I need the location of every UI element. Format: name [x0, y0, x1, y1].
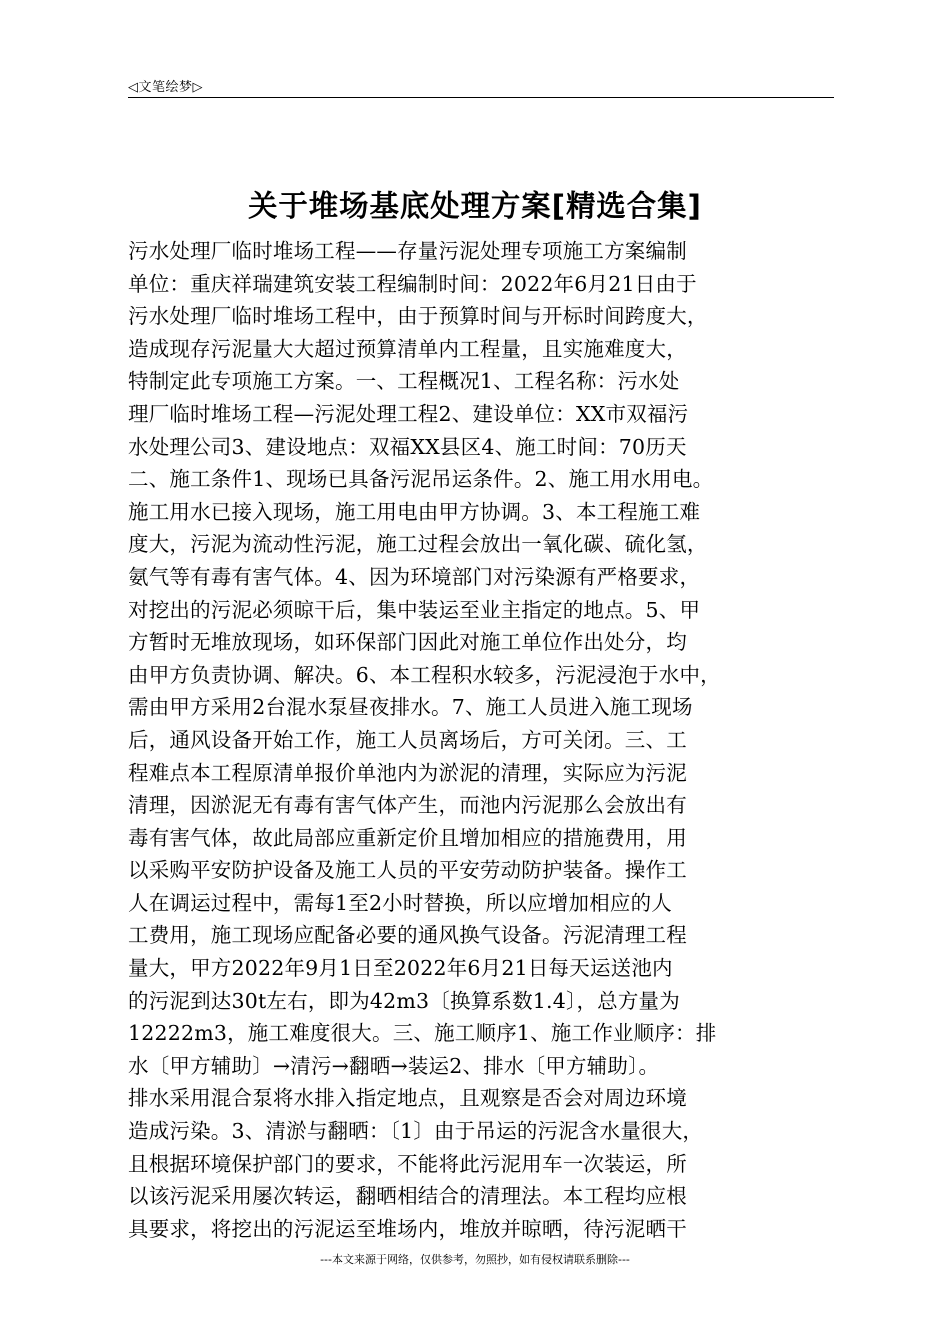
body-line: 程难点本工程原清单报价单池内为淤泥的清理，实际应为污泥 [128, 760, 687, 785]
header-divider [128, 97, 834, 98]
header-brand: ◁文笔绘梦▷ [128, 80, 203, 95]
document-title: 关于堆场基底处理方案[精选合集] [248, 189, 702, 223]
body-line: 理厂临时堆场工程—污泥处理工程2、建设单位：XX市双福污 [128, 401, 689, 426]
body-line: 量大，甲方2022年9月1日至2022年6月21日每天运送池内 [128, 956, 673, 981]
body-line: 氨气等有毒有害气体。4、因为环境部门对污染源有严格要求， [128, 564, 701, 589]
body-line: 以该污泥采用屡次转运，翻晒相结合的清理法。本工程均应根 [128, 1184, 687, 1209]
body-line: 毒有害气体，故此局部应重新定价且增加相应的措施费用，用 [128, 825, 687, 850]
body-line: 特制定此专项施工方案。一、工程概况1、工程名称：污水处 [128, 369, 680, 394]
body-line: 二、施工条件1、现场已具备污泥吊运条件。2、施工用水用电。 [128, 467, 714, 492]
body-line: 后，通风设备开始工作，施工人员离场后，方可关闭。三、工 [128, 727, 687, 752]
body-line: 人在调运过程中，需每1至2小时替换，所以应增加相应的人 [128, 890, 672, 915]
body-line: 污水处理厂临时堆场工程中，由于预算时间与开标时间跨度大， [128, 304, 708, 329]
body-line: 工费用，施工现场应配备必要的通风换气设备。污泥清理工程 [128, 923, 687, 948]
body-line: 排水采用混合泵将水排入指定地点，且观察是否会对周边环境 [128, 1086, 687, 1111]
body-line: 清理，因淤泥无有毒有害气体产生，而池内污泥那么会放出有 [128, 793, 687, 818]
body-line: 度大，污泥为流动性污泥，施工过程会放出一氧化碳、硫化氢， [128, 532, 708, 557]
body-line: 单位：重庆祥瑞建筑安装工程编制时间：2022年6月21日由于 [128, 271, 697, 296]
body-line: 造成污染。3、清淤与翻晒：〔1〕由于吊运的污泥含水量很大， [128, 1119, 704, 1144]
body-line: 施工用水已接入现场，施工用电由甲方协调。3、本工程施工难 [128, 499, 701, 524]
body-line: 12222m3，施工难度很大。三、施工顺序1、施工作业顺序：排 [128, 1021, 717, 1046]
body-line: 的污泥到达30t左右，即为42m3〔换算系数1.4〕，总方量为 [128, 988, 680, 1013]
body-line: 方暂时无堆放现场，如环保部门因此对施工单位作出处分，均 [128, 630, 687, 655]
body-line: 水处理公司3、建设地点：双福XX县区4、施工时间：70历天 [128, 434, 687, 459]
body-line: 造成现存污泥量大大超过预算清单内工程量，且实施难度大， [128, 336, 687, 361]
document-body [128, 235, 842, 1245]
body-line: 污水处理厂临时堆场工程——存量污泥处理专项施工方案编制 [128, 239, 687, 263]
body-line: 以采购平安防护设备及施工人员的平安劳动防护装备。操作工 [128, 858, 687, 883]
body-line: 且根据环境保护部门的要求，不能将此污泥用车一次装运，所 [128, 1151, 687, 1176]
body-line: 对挖出的污泥必须晾干后，集中装运至业主指定的地点。5、甲 [128, 597, 701, 622]
body-line: 具要求，将挖出的污泥运至堆场内，堆放并晾晒，待污泥晒干 [128, 1216, 687, 1241]
body-line: 水〔甲方辅助〕→清污→翻晒→装运2、排水〔甲方辅助〕。 [128, 1053, 660, 1078]
body-line: 需由甲方采用2台混水泵昼夜排水。7、施工人员进入施工现场 [128, 695, 693, 720]
footer-disclaimer: ---本文来源于网络，仅供参考，勿照抄，如有侵权请联系删除--- [320, 1253, 630, 1266]
body-line: 由甲方负责协调、解决。6、本工程积水较多，污泥浸泡于水中， [128, 662, 721, 687]
